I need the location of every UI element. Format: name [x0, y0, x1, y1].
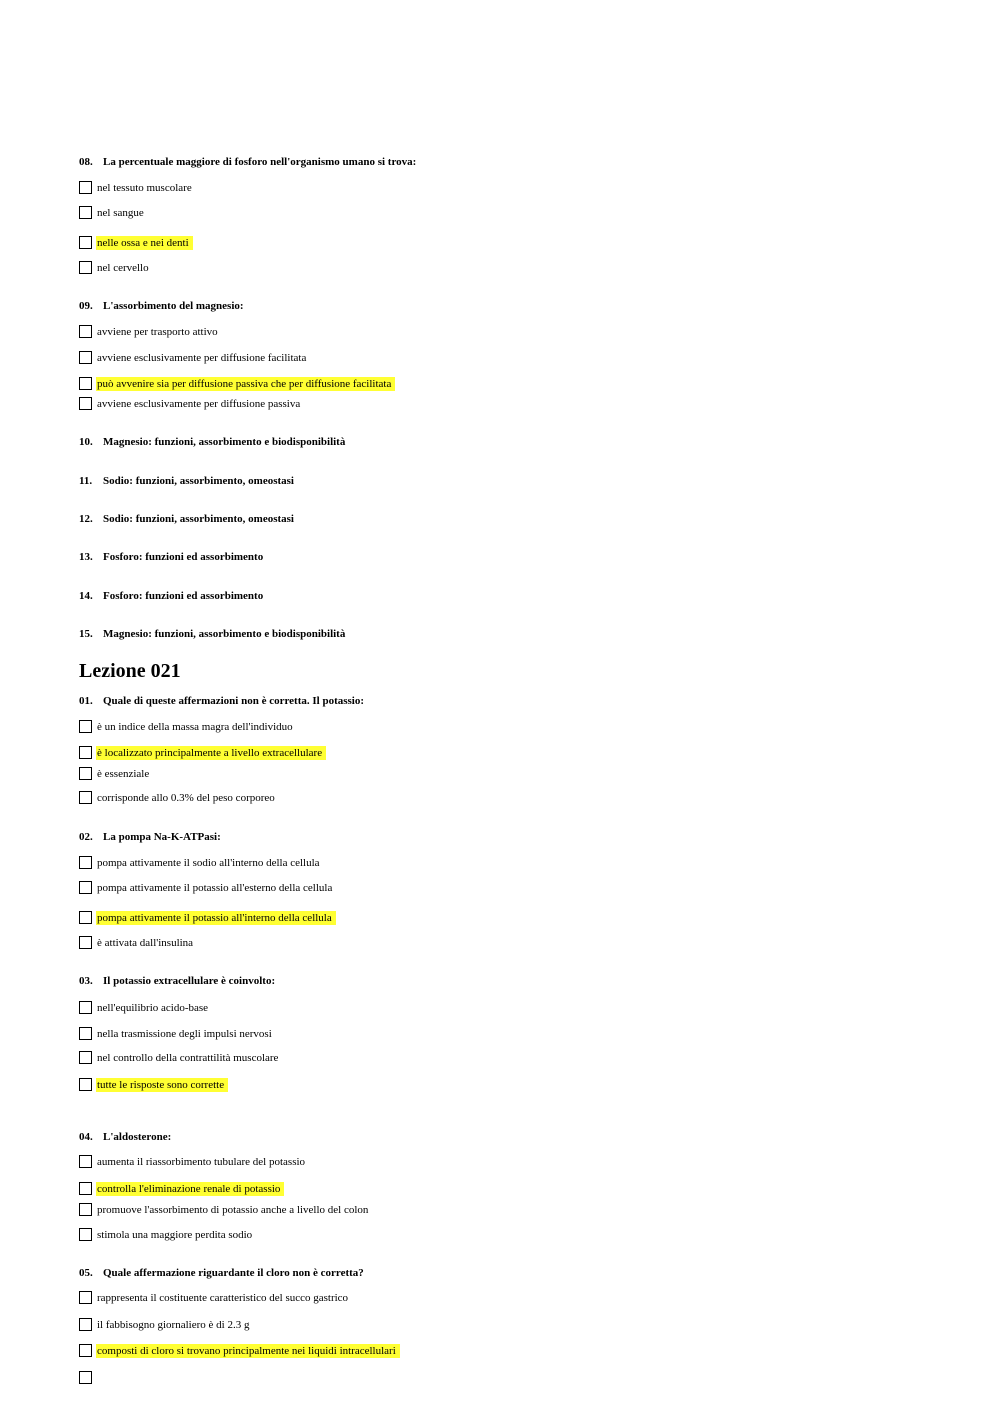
option-label: nel sangue — [97, 207, 144, 219]
checkbox[interactable] — [79, 720, 92, 733]
checkbox[interactable] — [79, 1078, 92, 1091]
question-01-title: 01. Quale di queste affermazioni non è corretta. Il potassio: — [79, 695, 365, 707]
checkbox[interactable] — [79, 936, 92, 949]
option-label: il fabbisogno giornaliero è di 2.3 g — [97, 1319, 250, 1331]
option-label-highlighted: nelle ossa e nei denti — [96, 236, 193, 250]
checkbox[interactable] — [79, 1051, 92, 1064]
checkbox[interactable] — [79, 1371, 92, 1384]
checkbox[interactable] — [79, 236, 92, 249]
option-label: corrisponde allo 0.3% del peso corporeo — [97, 792, 275, 804]
question-03-title: 03. Il potassio extracellulare è coinvolto: — [79, 975, 276, 987]
checkbox[interactable] — [79, 746, 92, 759]
option-label: aumenta il riassorbimento tubulare del potassio — [97, 1156, 306, 1168]
question-08-title: 08. La percentuale maggiore di fosforo nell'organismo umano si trova: — [79, 156, 417, 168]
option-label: nel tessuto muscolare — [97, 182, 192, 194]
option-label: nel controllo della contrattilità muscolare — [97, 1052, 279, 1064]
checkbox[interactable] — [79, 1155, 92, 1168]
option-label: è attivata dall'insulina — [97, 937, 194, 949]
checkbox[interactable] — [79, 1001, 92, 1014]
question-14-title: 14. Fosforo: funzioni ed assorbimento — [79, 590, 264, 602]
checkbox[interactable] — [79, 856, 92, 869]
question-12-title: 12. Sodio: funzioni, assorbimento, omeostasi — [79, 513, 294, 525]
option-label: avviene esclusivamente per diffusione passiva — [97, 398, 301, 410]
option-label: nell'equilibrio acido-base — [97, 1002, 209, 1014]
question-02-title: 02. La pompa Na-K-ATPasi: — [79, 831, 221, 843]
question-11-title: 11. Sodio: funzioni, assorbimento, omeostasi — [79, 475, 294, 487]
option-label-highlighted: pompa attivamente il potassio all'interno della cellula — [96, 911, 336, 925]
option-label: nella trasmissione degli impulsi nervosi — [97, 1028, 272, 1040]
option-label: pompa attivamente il potassio all'esterno della cellula — [97, 882, 333, 894]
checkbox[interactable] — [79, 767, 92, 780]
question-13-title: 13. Fosforo: funzioni ed assorbimento — [79, 551, 264, 563]
option-label: rappresenta il costituente caratteristico del succo gastrico — [97, 1292, 349, 1304]
option-label: è un indice della massa magra dell'individuo — [97, 721, 293, 733]
checkbox[interactable] — [79, 377, 92, 390]
checkbox[interactable] — [79, 351, 92, 364]
checkbox[interactable] — [79, 181, 92, 194]
option-label-highlighted: può avvenire sia per diffusione passiva che per diffusione facilitata — [96, 377, 395, 391]
lesson-heading: Lezione 021 — [79, 660, 181, 682]
question-10-title: 10. Magnesio: funzioni, assorbimento e biodisponibilità — [79, 436, 346, 448]
checkbox[interactable] — [79, 206, 92, 219]
checkbox[interactable] — [79, 881, 92, 894]
checkbox[interactable] — [79, 1182, 92, 1195]
checkbox[interactable] — [79, 1027, 92, 1040]
option-label: è essenziale — [97, 768, 150, 780]
option-label: nel cervello — [97, 262, 149, 274]
option-label: avviene esclusivamente per diffusione facilitata — [97, 352, 307, 364]
checkbox[interactable] — [79, 325, 92, 338]
checkbox[interactable] — [79, 1318, 92, 1331]
option-label-highlighted: tutte le risposte sono corrette — [96, 1078, 228, 1092]
checkbox[interactable] — [79, 397, 92, 410]
checkbox[interactable] — [79, 1203, 92, 1216]
option-label: avviene per trasporto attivo — [97, 326, 218, 338]
checkbox[interactable] — [79, 1228, 92, 1241]
option-label: pompa attivamente il sodio all'interno della cellula — [97, 857, 320, 869]
option-label-highlighted: controlla l'eliminazione renale di potassio — [96, 1182, 284, 1196]
question-04-title: 04. L'aldosterone: — [79, 1131, 172, 1143]
option-label-highlighted: composti di cloro si trovano principalmente nei liquidi intracellulari — [96, 1344, 400, 1358]
checkbox[interactable] — [79, 911, 92, 924]
option-label-highlighted: è localizzato principalmente a livello extracellulare — [96, 746, 326, 760]
checkbox[interactable] — [79, 791, 92, 804]
question-15-title: 15. Magnesio: funzioni, assorbimento e biodisponibilità — [79, 628, 346, 640]
checkbox[interactable] — [79, 261, 92, 274]
question-05-title: 05. Quale affermazione riguardante il cloro non è corretta? — [79, 1267, 364, 1279]
option-label: stimola una maggiore perdita sodio — [97, 1229, 253, 1241]
checkbox[interactable] — [79, 1291, 92, 1304]
question-09-title: 09. L'assorbimento del magnesio: — [79, 300, 244, 312]
option-label: promuove l'assorbimento di potassio anche a livello del colon — [97, 1204, 369, 1216]
checkbox[interactable] — [79, 1344, 92, 1357]
